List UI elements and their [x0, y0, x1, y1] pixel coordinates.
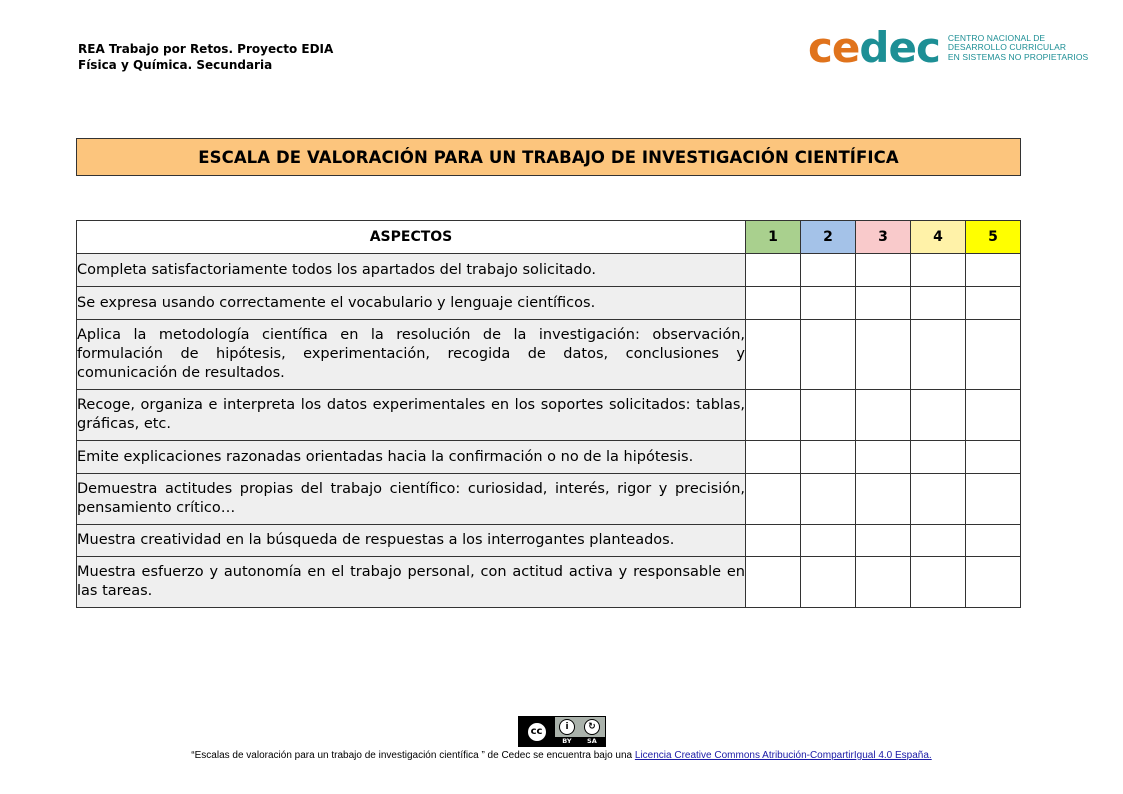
- rating-cell[interactable]: [911, 254, 966, 287]
- cc-badge-left: [519, 717, 555, 746]
- rating-cell[interactable]: [746, 441, 801, 474]
- rating-cell[interactable]: [856, 557, 911, 608]
- rating-cell[interactable]: [856, 474, 911, 525]
- table-row: [77, 474, 1021, 525]
- share-alike-icon: ↻: [584, 719, 600, 735]
- cc-badge-labels: [555, 737, 605, 746]
- aspect-text: Muestra esfuerzo y autonomía en el trabajo personal, con actitud activa y responsable en las tareas.: [77, 557, 746, 608]
- logo-word-part1: ce: [808, 23, 860, 72]
- rating-cell[interactable]: [856, 390, 911, 441]
- table-row: [77, 525, 1021, 557]
- rating-cell[interactable]: [966, 320, 1021, 390]
- cc-by-sa-badge[interactable]: [518, 716, 606, 747]
- rating-cell[interactable]: [746, 474, 801, 525]
- page-title: ESCALA DE VALORACIÓN PARA UN TRABAJO DE INVESTIGACIÓN CIENTÍFICA: [76, 138, 1021, 176]
- rating-cell[interactable]: [801, 525, 856, 557]
- aspect-text: Aplica la metodología científica en la resolución de la investigación: observación, formulación de hipótesis, experimentación, recogida de datos, conclusiones y comunicación de resultados.: [77, 320, 746, 390]
- cc-icon: cc: [526, 721, 548, 743]
- rating-cell[interactable]: [746, 390, 801, 441]
- rating-cell[interactable]: [966, 287, 1021, 320]
- rating-cell[interactable]: [911, 525, 966, 557]
- logo-sub-line-1: CENTRO NACIONAL DE: [947, 32, 1046, 43]
- aspect-text: Se expresa usando correctamente el vocabulario y lenguaje científicos.: [77, 287, 746, 320]
- rating-cell[interactable]: [856, 287, 911, 320]
- cc-label-by: BY: [562, 737, 572, 745]
- rating-cell[interactable]: [966, 390, 1021, 441]
- aspects-column-header: ASPECTOS: [77, 221, 746, 254]
- aspect-text: Demuestra actitudes propias del trabajo científico: curiosidad, interés, rigor y precisión, pensamiento crítico…: [77, 474, 746, 525]
- rating-cell[interactable]: [911, 557, 966, 608]
- table-row: [77, 390, 1021, 441]
- rating-cell[interactable]: [801, 390, 856, 441]
- rating-cell[interactable]: [966, 525, 1021, 557]
- logo-wordmark: [808, 23, 940, 72]
- rating-cell[interactable]: [966, 474, 1021, 525]
- rating-cell[interactable]: [911, 474, 966, 525]
- rating-cell[interactable]: [746, 320, 801, 390]
- license-text: [0, 750, 1123, 761]
- table-header-row: [77, 221, 1021, 254]
- rating-cell[interactable]: [911, 390, 966, 441]
- license-statement: “Escalas de valoración para un trabajo de investigación científica ” de Cedec se encuentra bajo una: [191, 750, 635, 761]
- rating-cell[interactable]: [746, 254, 801, 287]
- rating-cell[interactable]: [966, 441, 1021, 474]
- rating-cell[interactable]: [856, 254, 911, 287]
- cc-badge-right: [555, 717, 605, 746]
- cc-badge-icons: [555, 717, 605, 737]
- level-header-2: 2: [801, 221, 856, 254]
- rating-cell[interactable]: [801, 320, 856, 390]
- rating-cell[interactable]: [856, 525, 911, 557]
- header-line-1: REA Trabajo por Retos. Proyecto EDIA: [78, 42, 334, 56]
- logo-word-part2: dec: [859, 23, 940, 72]
- header-line-2: Física y Química. Secundaria: [78, 58, 273, 72]
- table-row: [77, 254, 1021, 287]
- rating-cell[interactable]: [911, 441, 966, 474]
- logo-sub-line-3: EN SISTEMAS NO PROPIETARIOS: [947, 51, 1089, 62]
- rating-cell[interactable]: [801, 557, 856, 608]
- table-row: [77, 441, 1021, 474]
- level-header-4: 4: [911, 221, 966, 254]
- attribution-icon: i: [559, 719, 575, 735]
- table-row: [77, 287, 1021, 320]
- level-header-3: 3: [856, 221, 911, 254]
- level-header-5: 5: [966, 221, 1021, 254]
- level-header-1: 1: [746, 221, 801, 254]
- aspect-text: Recoge, organiza e interpreta los datos experimentales en los soportes solicitados: tablas, gráficas, etc.: [77, 390, 746, 441]
- rating-cell[interactable]: [856, 441, 911, 474]
- document-header: [78, 41, 333, 73]
- rating-scale-table: [76, 220, 1021, 608]
- cedec-logo: [808, 23, 1089, 72]
- rating-cell[interactable]: [856, 320, 911, 390]
- logo-sub-line-2: DESARROLLO CURRICULAR: [947, 42, 1067, 53]
- rating-cell[interactable]: [746, 287, 801, 320]
- rating-cell[interactable]: [801, 474, 856, 525]
- rating-cell[interactable]: [911, 320, 966, 390]
- logo-subtitle: [948, 34, 1088, 63]
- aspect-text: Emite explicaciones razonadas orientadas hacia la confirmación o no de la hipótesis.: [77, 441, 746, 474]
- cc-label-sa: SA: [587, 737, 597, 745]
- aspect-text: Completa satisfactoriamente todos los apartados del trabajo solicitado.: [77, 254, 746, 287]
- rating-cell[interactable]: [801, 441, 856, 474]
- rating-cell[interactable]: [746, 557, 801, 608]
- license-footer: [0, 716, 1123, 761]
- rating-cell[interactable]: [746, 525, 801, 557]
- aspect-text: Muestra creatividad en la búsqueda de respuestas a los interrogantes planteados.: [77, 525, 746, 557]
- rating-cell[interactable]: [801, 254, 856, 287]
- license-link[interactable]: Licencia Creative Commons Atribución-CompartirIgual 4.0 España.: [634, 750, 932, 761]
- rating-cell[interactable]: [966, 254, 1021, 287]
- table-row: [77, 557, 1021, 608]
- rating-cell[interactable]: [801, 287, 856, 320]
- rating-cell[interactable]: [911, 287, 966, 320]
- rating-cell[interactable]: [966, 557, 1021, 608]
- table-row: [77, 320, 1021, 390]
